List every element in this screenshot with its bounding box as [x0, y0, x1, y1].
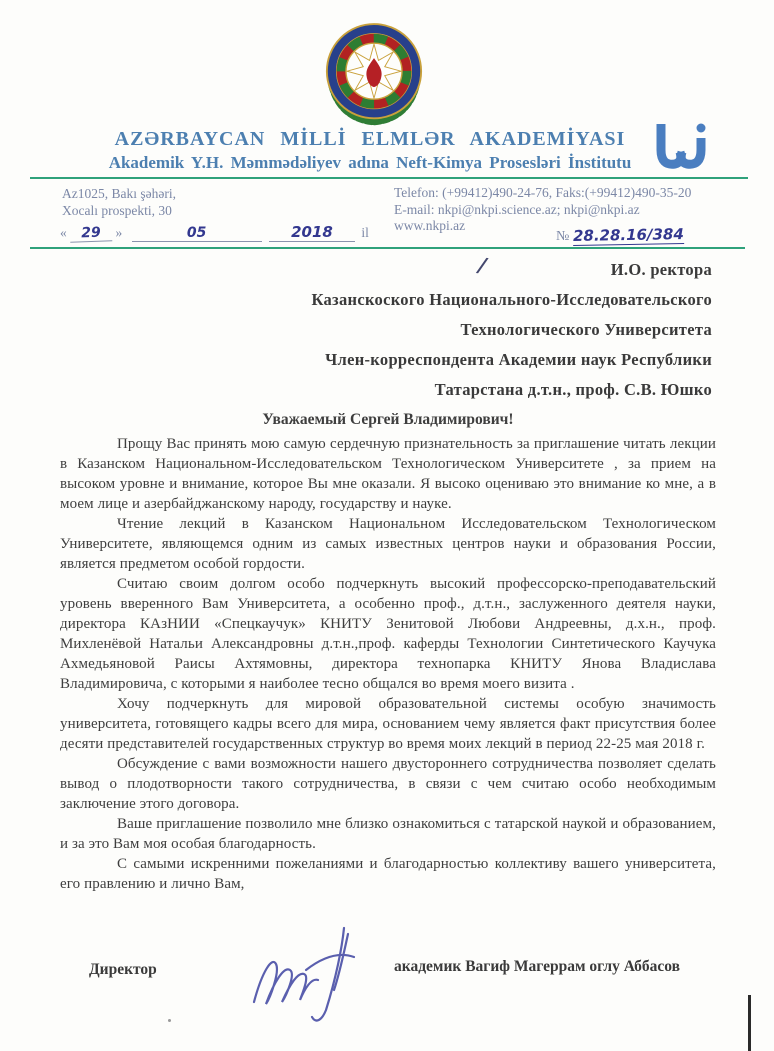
green-divider-top	[30, 177, 748, 179]
paragraph: Ваше приглашение позволило мне близко ознакомиться с татарской наукой и образованием, и за это Вам моя особая благодарность.	[60, 816, 716, 852]
handwritten-ref-number: 28.28.16/384	[572, 225, 684, 245]
address-line-2: Xocalı prospekti, 30	[62, 203, 172, 218]
signer-name: академик Вагиф Магеррам оглу Аббасов	[394, 958, 680, 975]
azerbaijan-state-emblem-icon	[316, 18, 432, 130]
institute-address	[62, 185, 176, 219]
green-divider-bottom	[30, 247, 745, 249]
letter-body	[60, 410, 716, 894]
paragraph: Обсуждение с вами возможности нашего двустороннего сотрудничества позволяет сделать вывод о плодотворности такого сотрудничества, в связи с чем считаю особо необходимым заключение этого договора.	[60, 756, 716, 812]
addressee-line: Татарстана д.т.н., проф. С.В. Юшко	[434, 380, 712, 399]
paragraph: Прощу Вас принять мою самую сердечную признательность за приглашение читать лекции в Казанском Национальном-Исследовательском Технологическом Университете , за прием на высоком уровне и внимание, которое Вы мне оказали. Я высоко оцениваю это внимание ко мне, а в моем лице и азербайджанскому народу, государству и науке.	[60, 436, 716, 512]
addressee-line: Член-корреспондента Академии наук Республики	[325, 350, 712, 369]
handwritten-signature	[248, 924, 378, 1024]
handwritten-month: 05	[132, 225, 262, 242]
paragraph: Чтение лекций в Казанском Национальном Исследовательском Технологическом Университете, являющемся одним из самых известных центров науки и образования России, является предметом особой гордости.	[60, 516, 716, 572]
website: www.nkpi.az	[394, 218, 466, 233]
institute-title: Akademik Y.H. Məmmədəliyev adına Neft-Kimya Prosesləri İnstitutu	[108, 153, 632, 172]
date-close-quote: »	[115, 225, 123, 240]
paragraph: С самыми искренними пожеланиями и благодарностью коллективу вашего университета, его правлению и лично Вам,	[60, 856, 716, 892]
nkpi-logo-icon	[644, 122, 716, 180]
reference-number-row	[556, 226, 684, 245]
handwritten-year: 2018	[269, 223, 355, 242]
phone-fax-line: Telefon: (+99412)490-24-76, Faks:(+99412)490-35-20	[394, 185, 692, 200]
addressee-block	[112, 252, 712, 405]
email-line: E-mail: nkpi@nkpi.science.az; nkpi@nkpi.az	[394, 201, 640, 217]
scan-edge-artifact	[748, 995, 751, 1051]
date-row	[60, 223, 369, 242]
paragraph: Хочу подчеркнуть для мировой образовательной системы особую значимость университета, готовящего кадры всего для мира, основанием чему является факт присутствия более десяти представителей государственных структур во время моих лекций в период 22-25 мая 2018 г.	[60, 696, 716, 752]
addressee-line: Технологического Университета	[460, 320, 712, 339]
addressee-line: И.О. ректора	[610, 260, 712, 279]
date-suffix: il	[361, 225, 369, 240]
signer-title: Директор	[89, 961, 157, 978]
handwritten-day: 29	[70, 224, 113, 242]
address-line-1: Az1025, Bakı şəhəri,	[62, 186, 176, 201]
academy-title: AZƏRBAYCAN MİLLİ ELMLƏR AKADEMİYASI	[114, 128, 626, 150]
handwritten-slash-mark: /	[477, 252, 488, 278]
addressee-line: Казанскоского Национального-Исследовательского	[311, 290, 712, 309]
scan-dot-artifact	[168, 1019, 171, 1022]
date-open-quote: «	[60, 225, 67, 240]
paragraph: Считаю своим долгом особо подчеркнуть высокий профессорско-преподавательский уровень вверенного Вам Университета, а особенно проф., д.т.н., заслуженного деятеля науки, директора КАзНИИ «Спецкаучук» КНИТУ Зенитовой Любови Андреевны, д.х.н., проф. Михленёвой Натальи Александровны д.т.н.,проф. каферды Технологии Синтетического Каучука Ахмедьяновой Раисы Ахтямовны, директора технопарка КНИТУ Янова Владислава Владимировича, с которыми я наиболее тесно общался во время моего визита .	[60, 576, 716, 692]
salutation: Уважаемый Сергей Владимирович!	[262, 411, 514, 428]
ref-label: №	[556, 229, 570, 244]
